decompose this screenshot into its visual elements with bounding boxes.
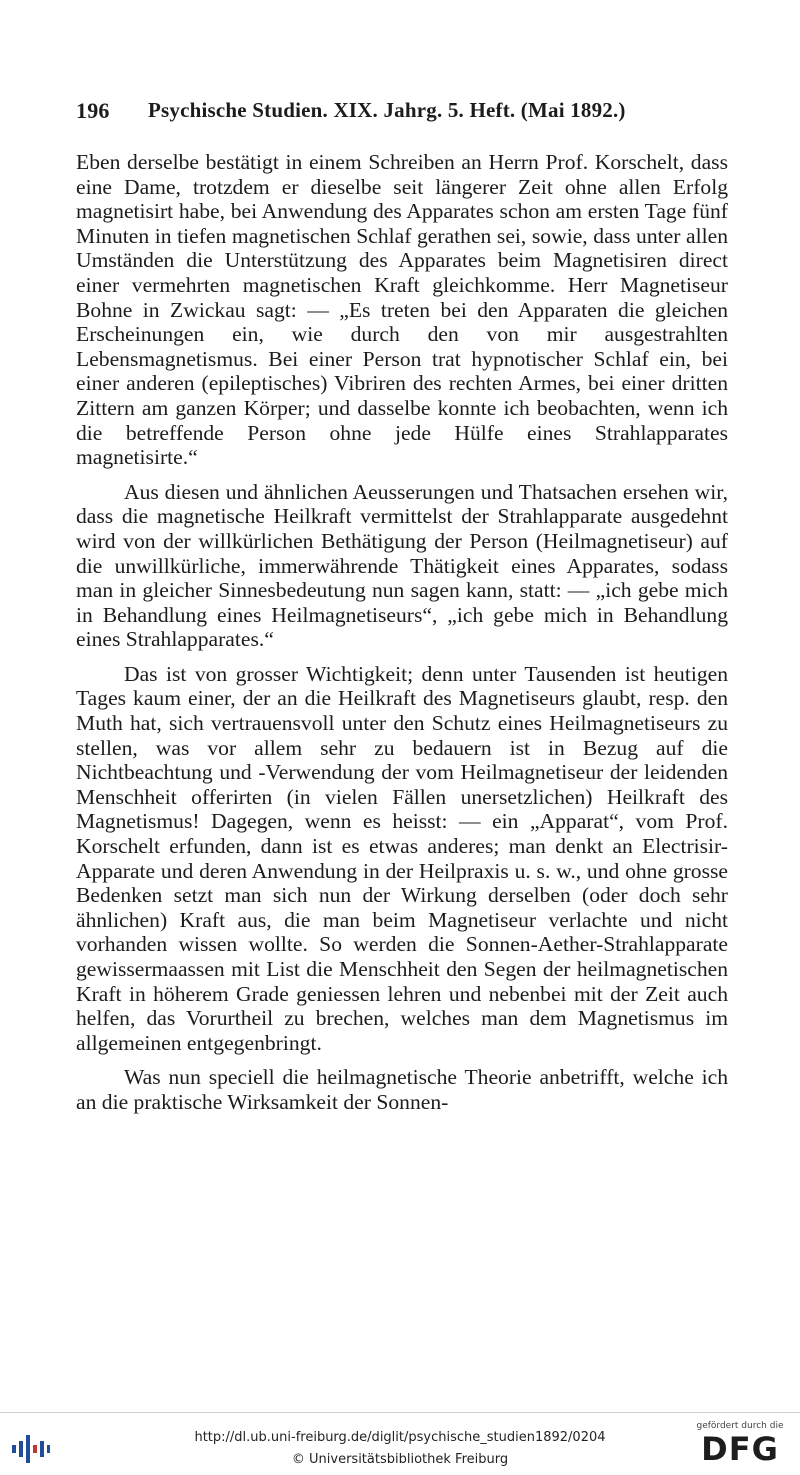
funder-logo-text: DFG bbox=[701, 1430, 779, 1468]
paragraph-2: Aus diesen und ähnlichen Aeusserungen und Thatsachen ersehen wir, dass die magnetische Heilkraft vermittelst der Strahlapparate ausgedehnt wird von der willkürlichen Bethätigung der Person (Heilmagnetiseur) auf die unwillkürliche, immerwährende Thätigkeit eines Apparates, sodass man in gleicher Sinnesbedeutung nun sagen kann, statt: — „ich gebe mich in Behandlung eines Heilmagnetiseurs“, „ich gebe mich in Behandlung eines Strahlapparates.“ bbox=[76, 479, 728, 652]
footer-url[interactable]: http://dl.ub.uni-freiburg.de/diglit/psychische_studien1892/0204 bbox=[194, 1430, 606, 1445]
body-text bbox=[76, 150, 728, 1125]
paragraph-4: Was nun speciell die heilmagnetische Theorie anbetrifft, welche ich an die praktische Wirksamkeit der Sonnen- bbox=[76, 1065, 728, 1114]
paragraph-1: Eben derselbe bestätigt in einem Schreiben an Herrn Prof. Korschelt, dass eine Dame, trotzdem er dieselbe seit längerer Zeit ohne allen Erfolg magnetisirt habe, bei Anwendung des Apparates schon am ersten Tage fünf Minuten in tiefen magnetischen Schlaf gerathen sei, sowie, dass unter allen Umständen die Unterstützung des Apparates beim Magnetisiren direct einer vermehrten magnetischen Kraft gleichkomme. Herr Magnetiseur Bohne in Zwickau sagt: — „Es treten bei den Apparaten die gleichen Erscheinungen ein, wie durch den von mir ausgestrahlten Lebensmagnetismus. Bei einer Person trat hypnotischer Schlaf ein, bei einer anderen (epileptisches) Vibriren des rechten Armes, bei einer dritten Zittern am ganzen Körper; und dasselbe konnte ich beobachten, wenn ich die betreffende Person ohne jede Hülfe eines Strahlapparates magnetisirte.“ bbox=[76, 150, 728, 470]
running-header bbox=[76, 98, 726, 128]
viewer-footer bbox=[0, 1412, 800, 1475]
funder-caption: gefördert durch die bbox=[696, 1421, 784, 1431]
dfg-logo-icon bbox=[690, 1421, 790, 1471]
page-number: 196 bbox=[76, 98, 110, 123]
paragraph-3: Das ist von grosser Wichtigkeit; denn unter Tausenden ist heutigen Tages kaum einer, der an die Heilkraft des Magnetiseurs glaubt, resp. den Muth hat, sich vertrauensvoll unter den Schutz eines Heilmagnetiseurs zu stellen, was vor allem sehr zu bedauern ist in Bezug auf die Nichtbeachtung und -Verwendung der vom Heilmagnetiseur der leidenden Menschheit offerirten (in vielen Fällen unersetzlichen) Heilkraft des Magnetismus! Dagegen, wenn es heisst: — ein „Apparat“, vom Prof. Korschelt erfunden, dann ist es etwas anderes; man denkt an Electrisir-Apparate und deren Anwendung in der Heilpraxis u. s. w., und ohne grosse Bedenken setzt man sich nun der Wirkung derselben (oder doch sehr ähnlichen) Kraft aus, die man beim Magnetiseur verlachte und nicht vorhanden wissen wollte. So werden die Sonnen-Aether-Strahlapparate gewissermaassen mit List die Menschheit den Segen der heilmagnetischen Kraft in höherem Grade geniessen lehren und nebenbei mit der Zeit auch helfen, das Vorurtheil zu brechen, welches man dem Magnetismus im allgemeinen entgegenbringt. bbox=[76, 661, 728, 1055]
footer-copyright: © Universitätsbibliothek Freiburg bbox=[291, 1452, 509, 1467]
running-title: Psychische Studien. XIX. Jahrg. 5. Heft. (Mai 1892.) bbox=[148, 98, 626, 122]
